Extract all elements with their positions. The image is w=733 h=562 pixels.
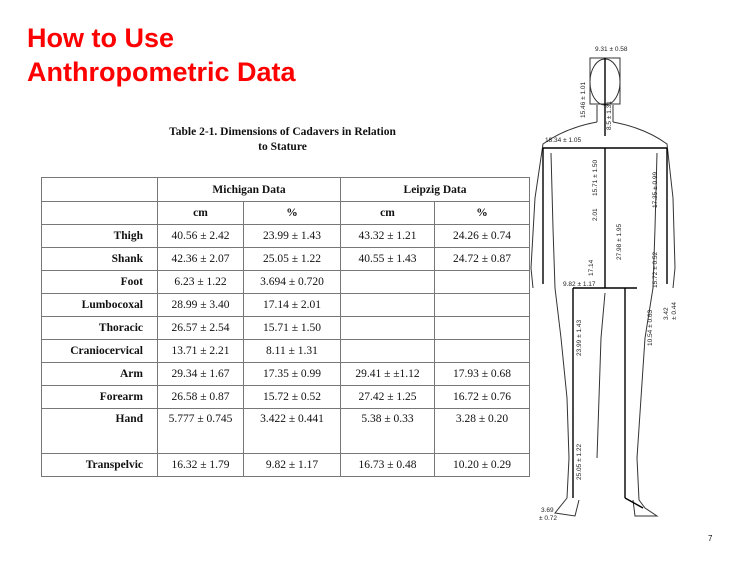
- column-header-percent: %: [435, 202, 530, 225]
- row-label: Arm: [42, 363, 158, 386]
- table-cell: 9.82 ± 1.17: [244, 454, 341, 477]
- right-torso-arm-outline: [613, 122, 675, 288]
- forearm-label: 15.72 ± 0.52: [652, 251, 659, 288]
- table-row: [42, 340, 530, 363]
- empty-label-cell: [42, 202, 158, 225]
- table-cell: 24.72 ± 0.87: [435, 248, 530, 271]
- table-row: [42, 271, 530, 294]
- lumbar-label: 17.14: [588, 259, 595, 276]
- row-label: Shank: [42, 248, 158, 271]
- table-cell: 29.41 ± ±1.12: [341, 363, 435, 386]
- hand-a-label: 3.42: [663, 307, 670, 320]
- table-caption: [120, 125, 445, 155]
- row-label: Thoracic: [42, 317, 158, 340]
- hand-length-label: 10.54 ± 0.63: [647, 309, 654, 346]
- table-cell: 17.35 ± 0.99: [244, 363, 341, 386]
- table-row: [42, 248, 530, 271]
- table-cell: 28.99 ± 3.40: [158, 294, 244, 317]
- neck-label: 8.5 ± 1.31: [606, 101, 613, 130]
- table-cell: 17.14 ± 2.01: [244, 294, 341, 317]
- table-row: [42, 386, 530, 409]
- column-header-percent: %: [244, 202, 341, 225]
- row-label: Foot: [42, 271, 158, 294]
- table-cell: 10.20 ± 0.29: [435, 454, 530, 477]
- table-cell: 13.71 ± 2.21: [158, 340, 244, 363]
- shank-label: 25.05 ± 1.22: [576, 443, 583, 480]
- table-cell: [341, 294, 435, 317]
- caption-line-2: to Stature: [258, 141, 307, 153]
- table-cell: 8.11 ± 1.31: [244, 340, 341, 363]
- table-cell: 16.32 ± 1.79: [158, 454, 244, 477]
- table-cell: 16.72 ± 0.76: [435, 386, 530, 409]
- body-segment-figure: [505, 38, 680, 538]
- table-cell: 15.72 ± 0.52: [244, 386, 341, 409]
- row-label: Craniocervical: [42, 340, 158, 363]
- table-cell: 40.56 ± 2.42: [158, 225, 244, 248]
- table-cell: 26.58 ± 0.87: [158, 386, 244, 409]
- table-cell: 25.05 ± 1.22: [244, 248, 341, 271]
- table-row: [42, 409, 530, 454]
- chest-to-hip-label: 2.01: [592, 208, 599, 221]
- table-cell: 23.99 ± 1.43: [244, 225, 341, 248]
- table-cell: 29.34 ± 1.67: [158, 363, 244, 386]
- foot-b-label: ± 0.72: [539, 515, 558, 522]
- table-cell: [341, 317, 435, 340]
- table-row: [42, 454, 530, 477]
- shoulder-to-chest-label: 15.71 ± 1.50: [592, 159, 599, 196]
- title-line-2: Anthropometric Data: [27, 57, 296, 87]
- shoulder-width-label: 18.34 ± 1.05: [545, 137, 582, 144]
- table-cell: 5.38 ± 0.33: [341, 409, 435, 454]
- table-cell: 3.28 ± 0.20: [435, 409, 530, 454]
- foot-a-label: 3.69: [541, 507, 554, 514]
- arm-upper-label: 17.35 ± 0.99: [652, 171, 659, 208]
- table-row: [42, 225, 530, 248]
- table-cell: [341, 340, 435, 363]
- table-cell: 6.23 ± 1.22: [158, 271, 244, 294]
- table-cell: 24.26 ± 0.74: [435, 225, 530, 248]
- table-row: [42, 317, 530, 340]
- table-cell: 3.422 ± 0.441: [244, 409, 341, 454]
- table-cell: 15.71 ± 1.50: [244, 317, 341, 340]
- table-cell: 26.57 ± 2.54: [158, 317, 244, 340]
- column-header-cm: cm: [341, 202, 435, 225]
- column-header-cm: cm: [158, 202, 244, 225]
- group-header-michigan: Michigan Data: [158, 178, 341, 202]
- table-cell: 27.42 ± 1.25: [341, 386, 435, 409]
- group-header-leipzig: Leipzig Data: [341, 178, 530, 202]
- slide-title: [27, 21, 296, 89]
- row-label: Thigh: [42, 225, 158, 248]
- left-leg-outline: [551, 153, 579, 516]
- head-width-label: 9.31 ± 0.58: [595, 46, 628, 53]
- table-cell: 17.93 ± 0.68: [435, 363, 530, 386]
- row-label: Forearm: [42, 386, 158, 409]
- page-number: 7: [708, 534, 713, 543]
- segment-lines: [543, 58, 667, 508]
- head-height-label: 15.46 ± 1.01: [580, 81, 587, 118]
- row-label: Lumbocoxal: [42, 294, 158, 317]
- inner-leg-outline: [597, 293, 605, 458]
- table-cell: 42.36 ± 2.07: [158, 248, 244, 271]
- row-label: Hand: [42, 409, 158, 454]
- title-line-1: How to Use: [27, 23, 175, 53]
- table-row: [42, 363, 530, 386]
- table-cell: 16.73 ± 0.48: [341, 454, 435, 477]
- hand-b-label: ± 0.44: [671, 301, 678, 320]
- table-cell: 3.694 ± 0.720: [244, 271, 341, 294]
- thigh-label: 23.99 ± 1.43: [576, 319, 583, 356]
- table-cell: 5.777 ± 0.745: [158, 409, 244, 454]
- cadaver-dimensions-table: [41, 177, 530, 477]
- caption-line-1: Table 2-1. Dimensions of Cadavers in Relation: [169, 126, 396, 138]
- trunk-lower-label: 27.98 ± 1.95: [616, 223, 623, 260]
- hip-width-label: 9.82 ± 1.17: [563, 281, 596, 288]
- row-label: Transpelvic: [42, 454, 158, 477]
- column-header-row: [42, 202, 530, 225]
- empty-corner-cell: [42, 178, 158, 202]
- table-cell: [341, 271, 435, 294]
- table-row: [42, 294, 530, 317]
- table-cell: 43.32 ± 1.21: [341, 225, 435, 248]
- group-header-row: [42, 178, 530, 202]
- table-cell: 40.55 ± 1.43: [341, 248, 435, 271]
